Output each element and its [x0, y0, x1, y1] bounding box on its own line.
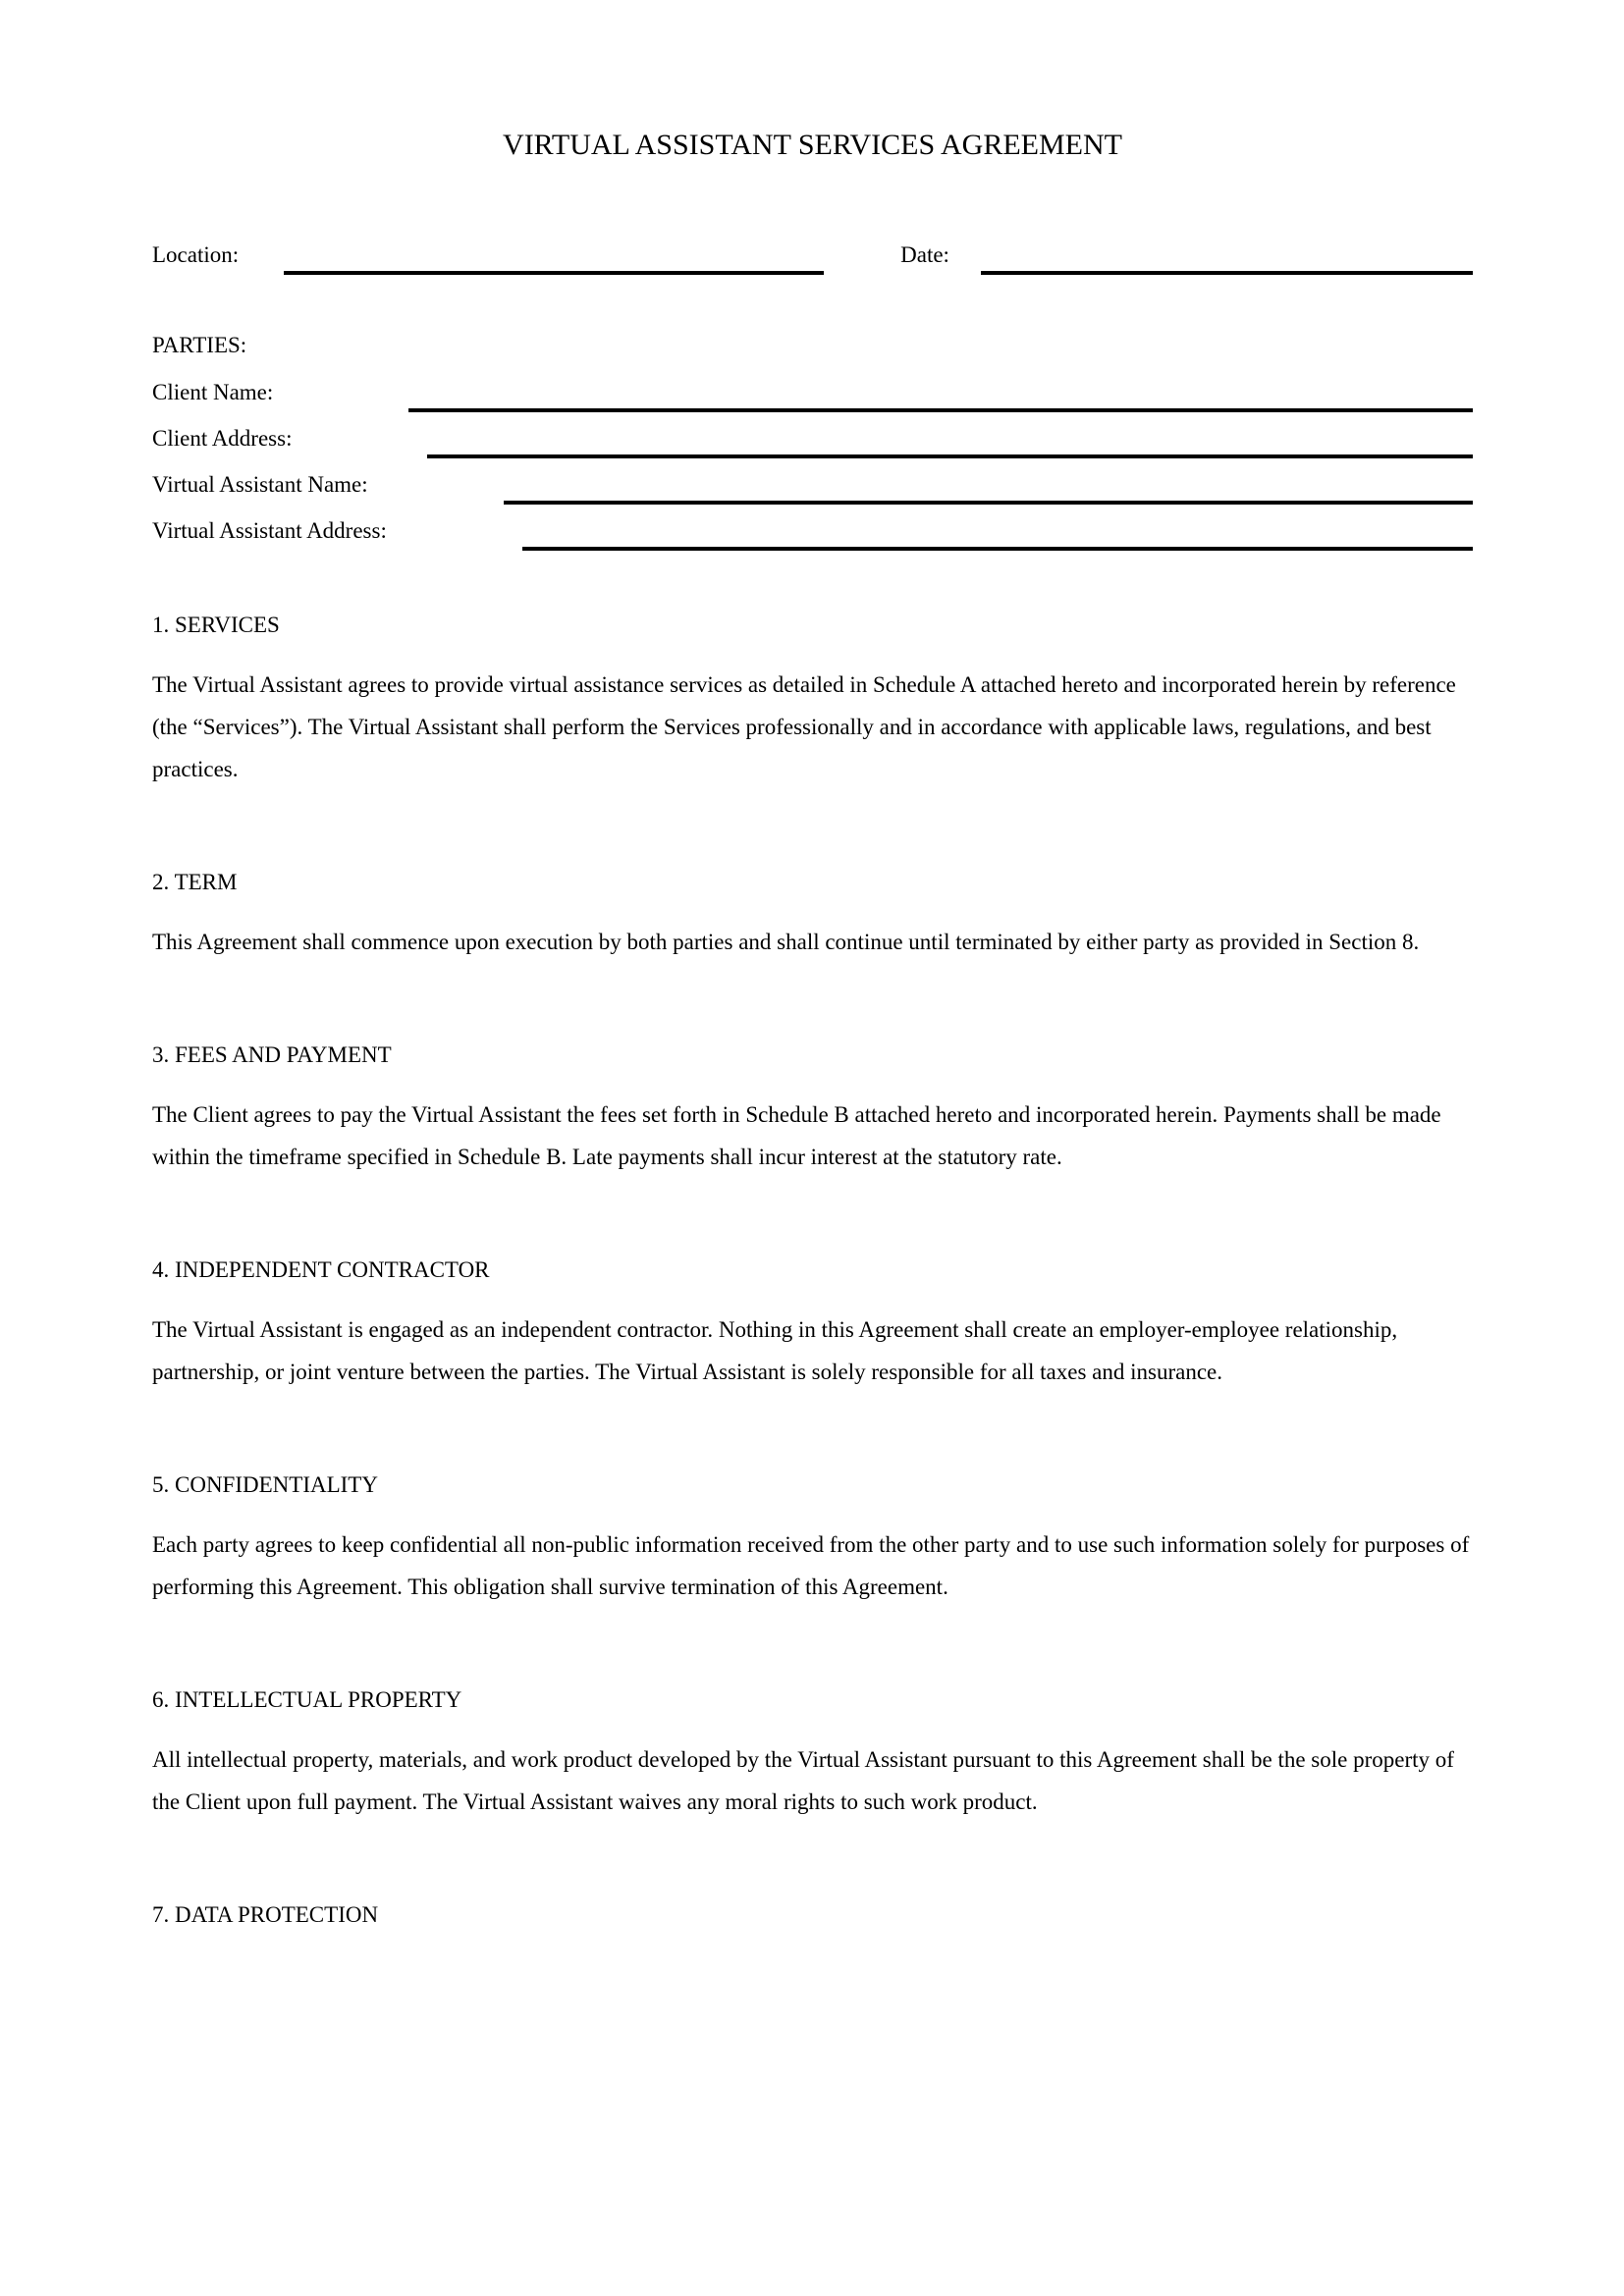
- party-field-row: [152, 366, 1473, 412]
- client-address-field-line[interactable]: [427, 445, 1473, 458]
- section-heading: 3. FEES AND PAYMENT: [152, 1042, 392, 1067]
- virtual-assistant-name-field-line[interactable]: [504, 491, 1473, 505]
- virtual-assistant-address-label: Virtual Assistant Address:: [152, 518, 387, 543]
- client-address-label: Client Address:: [152, 426, 293, 451]
- location-field-line[interactable]: [284, 261, 824, 275]
- party-field-row: [152, 505, 1473, 551]
- section-fees-and-payment: [152, 1034, 1473, 1178]
- section-term: [152, 861, 1473, 963]
- client-name-label: Client Name:: [152, 380, 274, 404]
- date-label: Date:: [900, 242, 949, 267]
- section-paragraph: All intellectual property, materials, and work product developed by the Virtual Assistant pursuant to this Agreement shall be the sole property of the Client upon full payment. The Virtual Assistant waives any moral rights to such work product.: [152, 1747, 1454, 1814]
- party-field-row: [152, 412, 1473, 458]
- party-field-row: [152, 458, 1473, 505]
- section-paragraph: Each party agrees to keep confidential all non-public information received from the other party and to use such information solely for purposes of performing this Agreement. This obligation shall survive termination of this Agreement.: [152, 1532, 1470, 1599]
- section-heading: 6. INTELLECTUAL PROPERTY: [152, 1687, 462, 1712]
- section-confidentiality: [152, 1464, 1473, 1608]
- client-name-field-line[interactable]: [408, 399, 1473, 412]
- section-paragraph: The Virtual Assistant agrees to provide virtual assistance services as detailed in Schedule A attached hereto and incorporated herein by reference (the “Services”). The Virtual Assistant shall perform the Services professionally and in accordance with applicable laws, regulations, and best practices.: [152, 672, 1456, 781]
- section-heading: 4. INDEPENDENT CONTRACTOR: [152, 1257, 490, 1282]
- document-title: VIRTUAL ASSISTANT SERVICES AGREEMENT: [503, 129, 1122, 161]
- location-label: Location:: [152, 242, 240, 267]
- date-field-line[interactable]: [981, 261, 1473, 275]
- section-paragraph: The Client agrees to pay the Virtual Assistant the fees set forth in Schedule B attached hereto and incorporated herein. Payments shall be made within the timeframe specified in Schedule B. Late payments shall incur interest at the statutory rate.: [152, 1102, 1441, 1169]
- section-paragraph: The Virtual Assistant is engaged as an independent contractor. Nothing in this Agreement shall create an employer-employee relationship, partnership, or joint venture between the parties. The Virtual Assistant is solely responsible for all taxes and insurance.: [152, 1317, 1398, 1384]
- virtual-assistant-address-field-line[interactable]: [522, 537, 1473, 551]
- section-heading: 7. DATA PROTECTION: [152, 1902, 379, 1927]
- virtual-assistant-name-label: Virtual Assistant Name:: [152, 472, 368, 497]
- location-date-row: [152, 241, 1473, 275]
- section-services: [152, 604, 1473, 790]
- section-intellectual-property: [152, 1679, 1473, 1823]
- section-data-protection: [152, 1894, 1473, 1936]
- section-paragraph: This Agreement shall commence upon execution by both parties and shall continue until terminated by either party as provided in Section 8.: [152, 930, 1420, 954]
- section-heading: 5. CONFIDENTIALITY: [152, 1472, 378, 1497]
- section-independent-contractor: [152, 1249, 1473, 1393]
- section-heading: 1. SERVICES: [152, 613, 280, 637]
- section-heading: 2. TERM: [152, 870, 238, 894]
- parties-heading: PARTIES:: [152, 333, 247, 357]
